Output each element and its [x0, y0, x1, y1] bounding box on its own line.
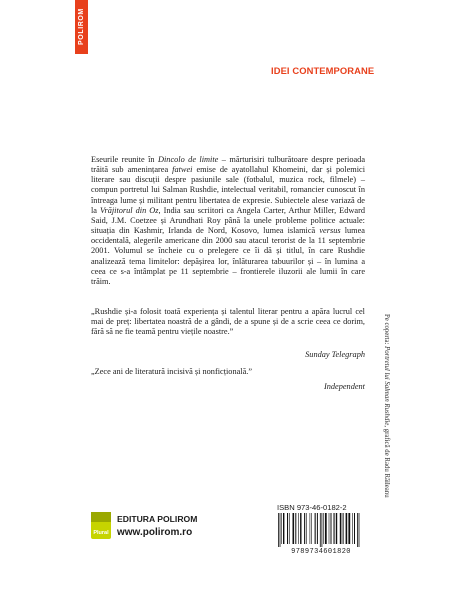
barcode-bar	[336, 513, 337, 544]
barcode-bar	[325, 513, 327, 544]
description-segment: Vrăjitorul din Oz	[100, 205, 159, 215]
barcode-bar	[329, 513, 330, 544]
barcode-bar	[354, 513, 355, 544]
cover-credit-segment: , grafică de Radu Răileanu	[383, 425, 390, 498]
barcode-bar	[287, 513, 288, 544]
barcode-bar	[278, 513, 279, 547]
barcode-bar	[280, 513, 281, 547]
barcode-bar	[283, 513, 284, 544]
plural-logo	[91, 512, 111, 539]
barcode-bar	[310, 513, 311, 544]
barcode-bar	[293, 513, 295, 544]
barcode-bar	[315, 513, 316, 544]
barcode-bar	[289, 513, 290, 544]
barcode-bar	[322, 513, 323, 547]
isbn-label: ISBN 973-46-0182-2	[277, 503, 347, 512]
quote-source-sunday-telegraph: Sunday Telegraph	[305, 350, 365, 359]
cover-credit	[380, 314, 392, 589]
barcode-bar	[295, 513, 296, 544]
cover-credit-segment: Portretul lui Salman Rushdie	[383, 346, 390, 426]
quote-sunday-telegraph: „Rushdie și-a folosit toată experiența și talentul literar pentru a apăra lucrul cel mai de preț: libertatea noastră de a gândi, de a spune și de a scrie ceea ce dorim, fără să ne fie teamă pentru viețile noastre.”	[91, 307, 365, 337]
barcode-bar	[306, 513, 307, 544]
description-segment: emise de ayatollahul Khomeini, dar și polemici literare sau discuții despre pasiunile sale (fotbalul, muzica rock, filmele) – compun portretul lui Salman Rushdie, intelectual veritabil, romancier cunoscut în întreaga lume și militant pentru libertatea de expresie. Subiectele alese variază de la	[91, 165, 365, 215]
description-segment: versus	[319, 226, 341, 236]
barcode-digits: 9789734601820	[291, 548, 351, 556]
isbn-barcode	[277, 513, 365, 547]
barcode-bar	[298, 513, 299, 544]
barcode-bar	[311, 513, 312, 544]
quote-independent: „Zece ani de literatură incisivă și nonficțională.”	[91, 367, 253, 376]
description-segment: Dincolo de limite	[158, 155, 219, 164]
barcode-bar	[357, 513, 358, 547]
description-segment: – mărturisiri tulburătoare despre perioada trăită sub amenințarea	[91, 155, 366, 175]
description-segment: lumea occidentală, alegerile americane din 2000 sau atacul terorist de la 11 septembrie 2001. Volumul se încheie cu o prelegere ce îi dă și titlul, în care Rushdie analizează tema limitelor: depășirea lor, înlăturarea tabuurilor și – în lumina a ceea ce s-a întâmplat pe 11 septembrie – frontierele iluzorii ale lumii în care trăim.	[91, 226, 365, 286]
description-segment: , India sau scriitori ca Angela Carter, Arthur Miller, Edward Said, J.M. Coetzee și Arundhati Roy până la unele probleme politice actuale: situația din Kashmir, Irlanda de Nord, Kosovo, lumea islamică	[91, 205, 365, 236]
series-title: IDEI CONTEMPORANE	[271, 65, 375, 76]
barcode-bar	[359, 513, 360, 547]
barcode-bar	[304, 513, 305, 544]
description-segment: Eseurile reunite în	[91, 155, 158, 164]
barcode-bar	[323, 513, 324, 544]
barcode-bar	[352, 513, 353, 544]
barcode-bar	[320, 513, 321, 547]
cover-credit-segment: Pe coperta:	[383, 314, 390, 347]
barcode-bar	[348, 513, 350, 544]
barcode-bar	[340, 513, 342, 544]
barcode-bar	[300, 513, 301, 544]
quote-source-independent: Independent	[323, 382, 365, 391]
barcode-bar	[343, 513, 344, 544]
barcode-bar	[334, 513, 335, 544]
book-description	[91, 155, 365, 287]
barcode-bar	[317, 513, 318, 544]
barcode-bar	[281, 513, 282, 544]
barcode-bar	[346, 513, 348, 544]
barcode-bar	[331, 513, 332, 544]
publisher-name: EDITURA POLIROM	[117, 514, 198, 524]
polirom-tab-label: POLIROM	[78, 8, 85, 46]
publisher-url: www.polirom.ro	[117, 527, 193, 538]
plural-logo-text: Plural	[93, 530, 109, 536]
polirom-side-tab	[75, 0, 88, 54]
description-segment: fatwei	[172, 165, 193, 175]
